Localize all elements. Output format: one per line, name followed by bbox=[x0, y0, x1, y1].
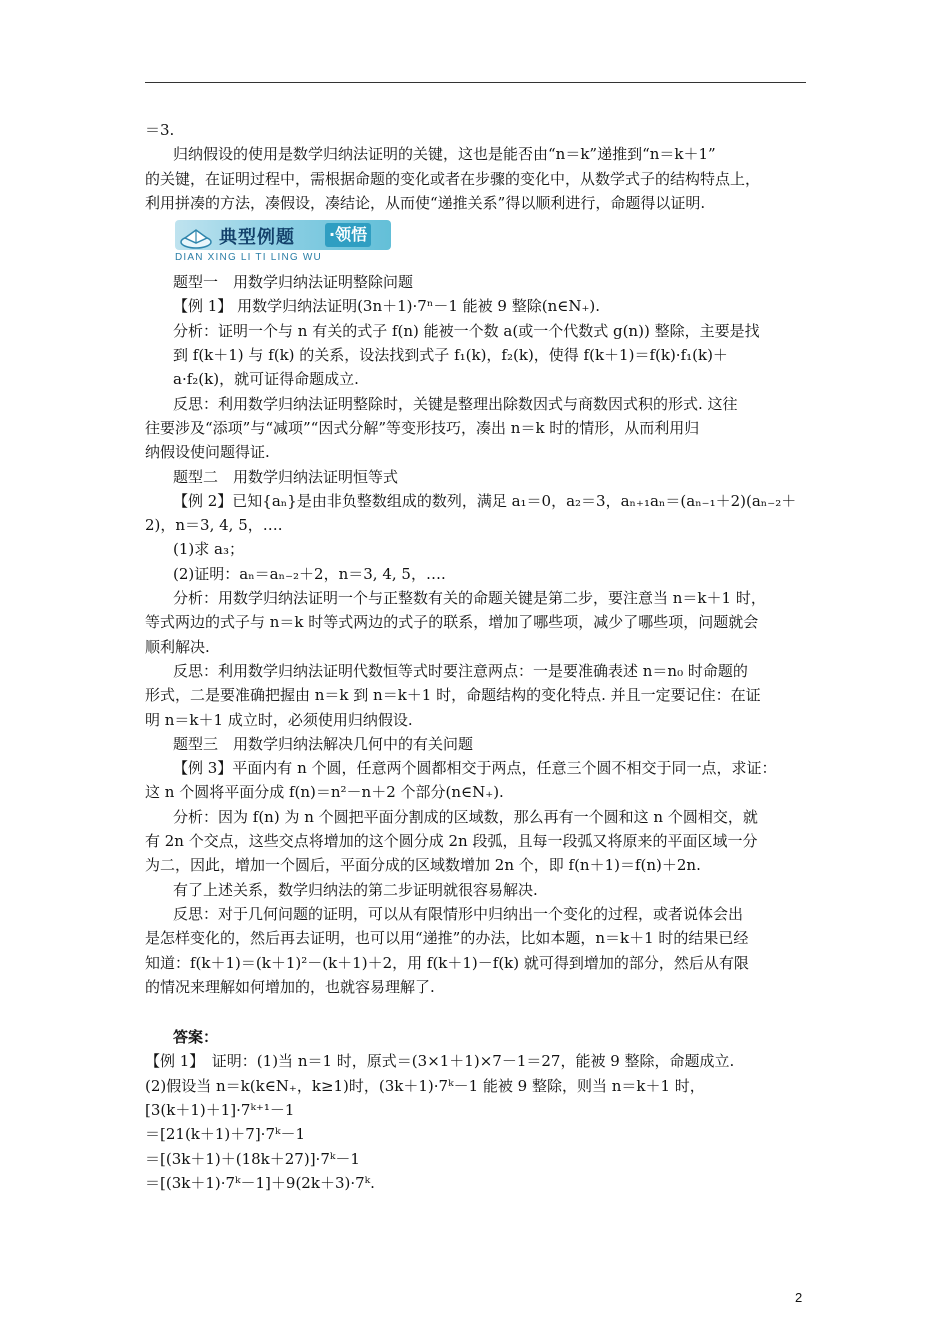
intro-paragraph bbox=[145, 118, 810, 215]
text-line: 这 n 个圆将平面分成 f(n)＝n²－n＋2 个部分(n∈N₊). bbox=[145, 783, 504, 802]
text-line: ＝[(3k＋1)＋(18k＋27)]·7ᵏ－1 bbox=[145, 1149, 360, 1168]
text-line: ＝[(3k＋1)·7ᵏ－1]＋9(2k＋3)·7ᵏ. bbox=[145, 1173, 375, 1192]
text-line: 分析：用数学归纳法证明一个与正整数有关的命题关键是第二步，要注意当 n＝k＋1 时， bbox=[173, 589, 766, 608]
book-icon bbox=[179, 216, 213, 250]
document-body bbox=[145, 118, 810, 1195]
text-line: [3(k＋1)＋1]·7ᵏ⁺¹－1 bbox=[145, 1100, 295, 1119]
text-line: 题型二 用数学归纳法证明恒等式 bbox=[173, 467, 399, 486]
main-paragraphs bbox=[145, 270, 810, 999]
text-line: 明 n＝k＋1 成立时，必须使用归纳假设. bbox=[145, 710, 413, 729]
text-line: ＝3. bbox=[145, 121, 175, 139]
page-number: 2 bbox=[795, 1290, 803, 1305]
text-line: 分析：因为 f(n) 为 n 个圆把平面分割成的区域数，那么再有一个圆和这 n 个圆相交，就 bbox=[173, 807, 758, 826]
text-line: 【例 2】已知{aₙ}是由非负整数组成的数列，满足 a₁＝0，a₂＝3，aₙ₊₁aₙ＝(aₙ₋₁＋2)(aₙ₋₂＋ bbox=[173, 491, 797, 510]
text-line: 到 f(k＋1) 与 f(k) 的关系，设法找到式子 f₁(k)，f₂(k)，使得 f(k＋1)＝f(k)·f₁(k)＋ bbox=[173, 346, 728, 365]
text-line: 【例 1】 证明：(1)当 n＝1 时，原式＝(3×1＋1)×7－1＝27，能被 9 整除，命题成立. bbox=[145, 1052, 735, 1071]
text-line: (1)求 a₃； bbox=[173, 540, 244, 559]
text-line: 形式，二是要准确把握由 n＝k 到 n＝k＋1 时，命题结构的变化特点. 并且一定要记住：在证 bbox=[145, 686, 761, 705]
text-line: 利用拼凑的方法，凑假设，凑结论，从而使“递推关系”得以顺利进行，命题得以证明. bbox=[145, 193, 706, 212]
spacer bbox=[145, 999, 810, 1025]
text-line: a·f₂(k)，就可证得命题成立. bbox=[173, 370, 359, 389]
section-banner bbox=[145, 216, 810, 268]
text-line: 是怎样变化的，然后再去证明，也可以用“递推”的办法，比如本题，n＝k＋1 时的结果已经 bbox=[145, 929, 749, 948]
text-line: 【例 1】 用数学归纳法证明(3n＋1)·7ⁿ－1 能被 9 整除(n∈N₊). bbox=[173, 297, 601, 316]
text-line: 顺利解决. bbox=[145, 637, 210, 656]
header-rule bbox=[145, 82, 806, 83]
text-line: 2)，n＝3, 4, 5，…. bbox=[145, 516, 283, 535]
text-line: 反思：利用数学归纳法证明整除时，关键是整理出除数因式与商数因式积的形式. 这往 bbox=[173, 394, 738, 413]
banner-subtitle: DIAN XING LI TI LING WU bbox=[175, 252, 322, 264]
text-line: 有 2n 个交点，这些交点将增加的这个圆分成 2n 段弧，且每一段弧又将原来的平面区域一分 bbox=[145, 832, 758, 851]
text-line: 纳假设使问题得证. bbox=[145, 443, 270, 462]
text-line: 等式两边的式子与 n＝k 时等式两边的式子的联系，增加了哪些项，减少了哪些项，问题就会 bbox=[145, 613, 759, 632]
text-line: 有了上述关系，数学归纳法的第二步证明就很容易解决. bbox=[173, 880, 538, 899]
text-line: 题型一 用数学归纳法证明整除问题 bbox=[173, 273, 414, 292]
text-line: 的情况来理解如何增加的，也就容易理解了. bbox=[145, 977, 435, 996]
banner-background bbox=[175, 220, 391, 250]
banner-title: 典型例题 bbox=[219, 227, 295, 249]
banner-tag: ·领悟 bbox=[325, 223, 371, 247]
answer-heading: 答案： bbox=[173, 1028, 219, 1047]
text-line: 为二，因此，增加一个圆后，平面分成的区域数增加 2n 个，即 f(n＋1)＝f(n)＋2n. bbox=[145, 856, 701, 875]
text-line: 题型三 用数学归纳法解决几何中的有关问题 bbox=[173, 734, 474, 753]
text-line: 归纳假设的使用是数学归纳法证明的关键，这也是能否由“n＝k”递推到“n＝k＋1” bbox=[173, 145, 716, 164]
text-line: (2)假设当 n＝k(k∈N₊，k≥1)时，(3k＋1)·7ᵏ－1 能被 9 整除，则当 n＝k＋1 时， bbox=[145, 1076, 705, 1095]
text-line: (2)证明：aₙ＝aₙ₋₂＋2，n＝3, 4, 5，…. bbox=[173, 564, 446, 583]
text-line: 往要涉及“添项”与“减项”“因式分解”等变形技巧，凑出 n＝k 时的情形，从而利用归 bbox=[145, 418, 700, 437]
text-line: 反思：利用数学归纳法证明代数恒等式时要注意两点：一是要准确表述 n＝n₀ 时命题的 bbox=[173, 661, 748, 680]
text-line: 【例 3】平面内有 n 个圆，任意两个圆都相交于两点，任意三个圆不相交于同一点，求证： bbox=[173, 759, 777, 778]
answer-paragraphs bbox=[145, 1049, 810, 1195]
text-line: ＝[21(k＋1)＋7]·7ᵏ－1 bbox=[145, 1125, 305, 1144]
text-line: 知道：f(k＋1)＝(k＋1)²－(k＋1)＋2，用 f(k＋1)－f(k) 就可得到增加的部分，然后从有限 bbox=[145, 953, 749, 972]
text-line: 反思：对于几何问题的证明，可以从有限情形中归纳出一个变化的过程，或者说体会出 bbox=[173, 904, 744, 923]
text-line: 的关键，在证明过程中，需根据命题的变化或者在步骤的变化中，从数学式子的结构特点上， bbox=[145, 169, 761, 188]
text-line: 分析：证明一个与 n 有关的式子 f(n) 能被一个数 a(或一个代数式 g(n)) 整除，主要是找 bbox=[173, 321, 760, 340]
